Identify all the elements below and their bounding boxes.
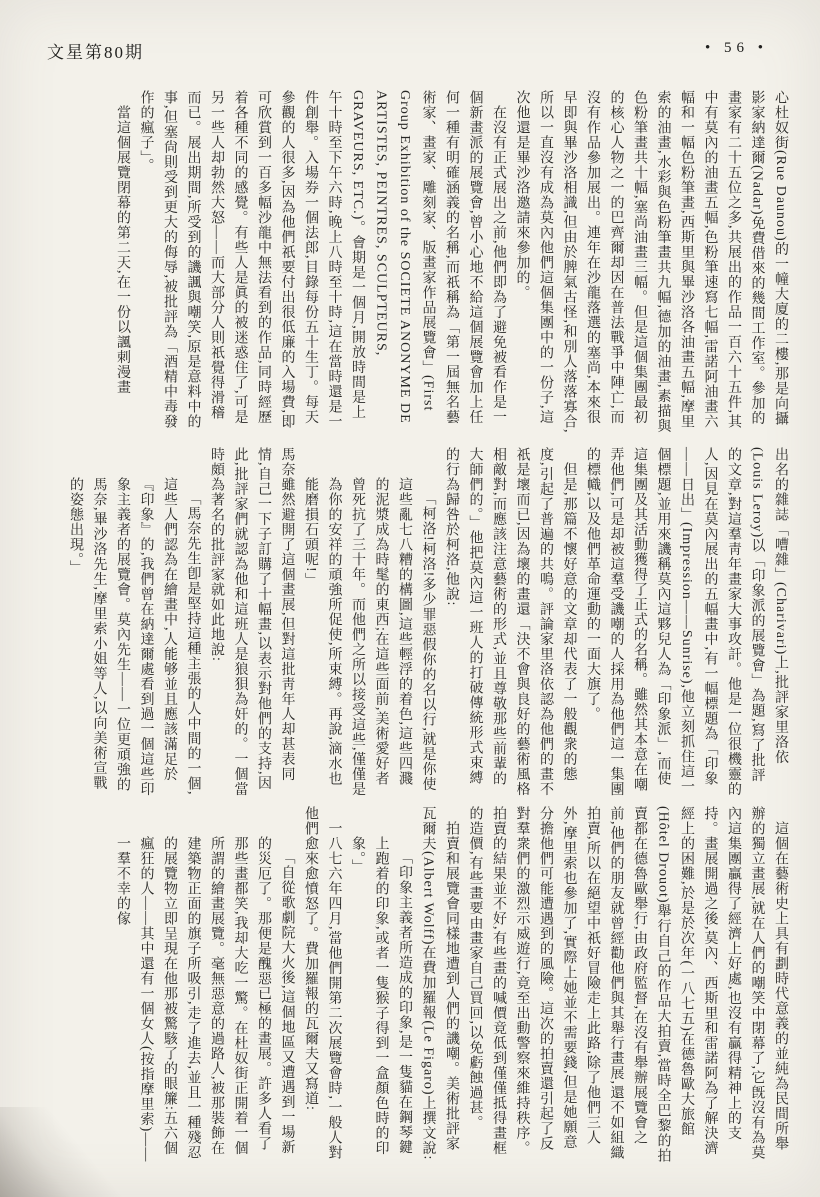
body-paragraph: 在沒有正式展出之前,他們即為了避免被看作是一個新畫派的展覽會,曾小心地不給這個展覽會加上任何一種有明確涵義的名稱,而祇稱為「第一屆無名藝術家、畫家、雕刻家、版畫家作品展覽會」(First Group Exhibition of the SOCIETE ANONYME DE ARTISTES, PEINTRES, SCULPTEURS, GRAVEURS, ETC.)。會期是一個月,開放時間是上午十時至下午六時,晚上八時至十時,這在當時還是一件創舉。入場券一個法郎,目錄每份五十生丁。每天參觀的人很多,因為他們祇要付出很低廉的入場費,即可欣賞到一百多幅沙龍中無法看到的作品,同時經歷着各種不同的感覺。有些人是眞的被迷惑住了,可是另一些人却勃然大怒——而大部分人則祇覺得滑稽而已。展出期間,所受到的譏諷與嘲笑,原是意料中的事,但塞尙則受到更大的侮辱,被批評為「酒精中毒發作的瘋子」。 — [138, 90, 506, 429]
body-paragraph: 當這個展覽閉幕的第二天,在一份以諷刺漫畫 — [115, 105, 130, 395]
body-paragraph: 出名的雜誌「嘈雜」(Charivari)上,批評家里洛依(Louis Leroy)以「印象派的展覽會」為題,寫了批評的文章,對這羣靑年畫家大事攻訐。他是一位很機靈的人,因見在莫內展出的五幅畫中,有一幅標題為「印象——日出」(Impression——Sunrise),他立刻抓住這一個標題,並用來譏稱莫內這夥兒人為「印象派」,而使這集團及其活動獲得了正式的名稱。雖然其本意在嘲弄他們,可是却被這羣受譏嘲的人採用為他們這一集團的標幟,以及他們革命運動的一面大旗了。 — [585, 447, 788, 797]
text-band-middle — [28, 447, 792, 797]
quote-paragraph: 「馬奈先生卽是堅持這種主張的人中間的一個,這些人們認為在繪畫中,人能够並且應該滿足於『印象』的,我們曾在納達爾處看到過一個這些印象主義者的展覽會。莫內先生——一位更頑強的馬奈,畢沙洛先生,摩里索小姐等人,以向美術宣戰的姿態出現。」 — [68, 477, 201, 797]
text-band-top — [28, 90, 792, 434]
quote-paragraph: 「柯洛!柯洛!多少罪惡假你的名以行,就是你使這些亂七八糟的構圖,這些輕浮的着色,這些四濺的泥漿成為時髦的東西;在這些面前,美術愛好者曾死抗了三十年。而他們之所以接受這些,僅僅是為你的安祥的頑強所促使,所束縛。再說,滴水也能磨損石頭呢!」 — [303, 477, 436, 797]
page-number: • 56 • — [704, 40, 768, 56]
body-paragraph: 但是,那篇不懷好意的文章却代表了一般觀衆的態度,引起了普遍的共鳴。評論家里洛依認為他們的畫不祇是壞而已,因為壞的畫還「決不會與良好的藝術風格相敵對,而應該注意藝術的形式,並且尊敬那些前輩的大師們的。」他把莫內這一班人的打破傳統形式束縛的行為歸咎於柯洛,他說: — [444, 447, 577, 797]
quote-paragraph: 「自從歌劇院大火後,這個地區又遭遇到一場新的災厄了。那便是醜惡已極的畫展。許多人看了那些畫都笑,我却大吃一驚。在杜奴街正開着一個所謂的繪畫展覽。毫無惡意的過路人,被那裝飾在建築物正面的旗子所吸引,走了進去,並且一種殘忍的展覽物立即呈現在他那被驚駭了的眼簾:五六個瘋狂的人——其中還有一個女人(按指摩里索)——一羣不幸的傢 — [115, 836, 295, 1163]
body-paragraph: 這個在藝術史上具有劃時代意義的並純為民間所舉辦的獨立畫展,就在人們的嘲笑中閉幕了,它旣沒有為莫內這集團贏得了經濟上好處,也沒有贏得精神上的支持。畫展開過之後,莫內、西斯里和雷諾阿為了解決濟經上的困難,於是於次年(一八七五)在德魯歐大旅館(Hôtel Drouot)舉行自己的作品大拍賣,當時全巴黎的拍賣都在德魯歐舉行,由政府監督,在沒有舉辦展覽會之前,他們的朋友就曾經勸他們與其舉行畫展,還不如組織拍賣,所以在絕望中祇好冒險走上此路,除了他們三人外,摩里索也參加了,實際上她並不需要錢,但是她願意分擔他們可能遭遇到的風險。這次的拍賣還引起了反對羣衆們的激烈示威遊行,竟至出動警察來維持秩序。拍賣的結果並不好,有些畫的喊價竟低到僅僅抵得畫框的造價,有些畫要由畫家自己買回,以免虧蝕過甚。 — [467, 806, 788, 1164]
text-band-bottom — [28, 806, 792, 1164]
body-paragraph: 心杜奴街(Rue Daunou)的一幢大廈的二樓,那是向攝影家納達爾(Nadar)免費借來的幾間工作室。參加的畫家有二十五位之多,共展出的作品一百六十五件,其中有莫內的油畫五幅,色粉筆速寫七幅,雷諾阿油畫六幅和一幅色粉筆畫,西斯里與畢沙洛各油畫五幅,摩里索的油畫,水彩與色粉筆畫共九幅,德加的油畫,素描與色粉筆畫共十幅,塞尚油畫三幅。但是這個集團最初的核心人物之一的巴齊爾却因在普法戰爭中陣亡,而沒有作品參加展出。連年在沙龍落選的塞尚,本來很早即與畢沙洛相識,但由於脾氣古怪,和別人落落寡合,所以一直沒有成為莫內他們這個集團中的一份子,這次他還是畢沙洛邀請來參加的。 — [514, 90, 788, 434]
journal-title: 文星第80期 — [47, 43, 144, 62]
quote-paragraph: 「印象主義者所造成的印象,是一隻貓在鋼琴鍵上跑着的印象,或者一隻猴子得到一盒顏色時的印象。」 — [350, 836, 412, 1156]
body-paragraph: 馬奈雖然避開了這個畫展,但對這批靑年人却甚表同情,自己一下子訂購了十幅畫,以表示對他們的支持,因此,批評家們就認為他和這班人是狼狽為奸的。一個當時頗為著名的批評家就如此地說: — [209, 447, 295, 797]
body-paragraph: 拍賣和展覽會同樣地遭到人們的譏嘲。美術批評家瓦爾夫(Albert Wolff)在費加羅報(Le Figaro)上撰文說: — [420, 806, 459, 1161]
body-paragraph: 一八七六年四月,當他們開第二次展覽會時,一般人對他們愈來愈憤怒了。費加羅報的瓦爾夫又寫道: — [303, 806, 342, 1160]
